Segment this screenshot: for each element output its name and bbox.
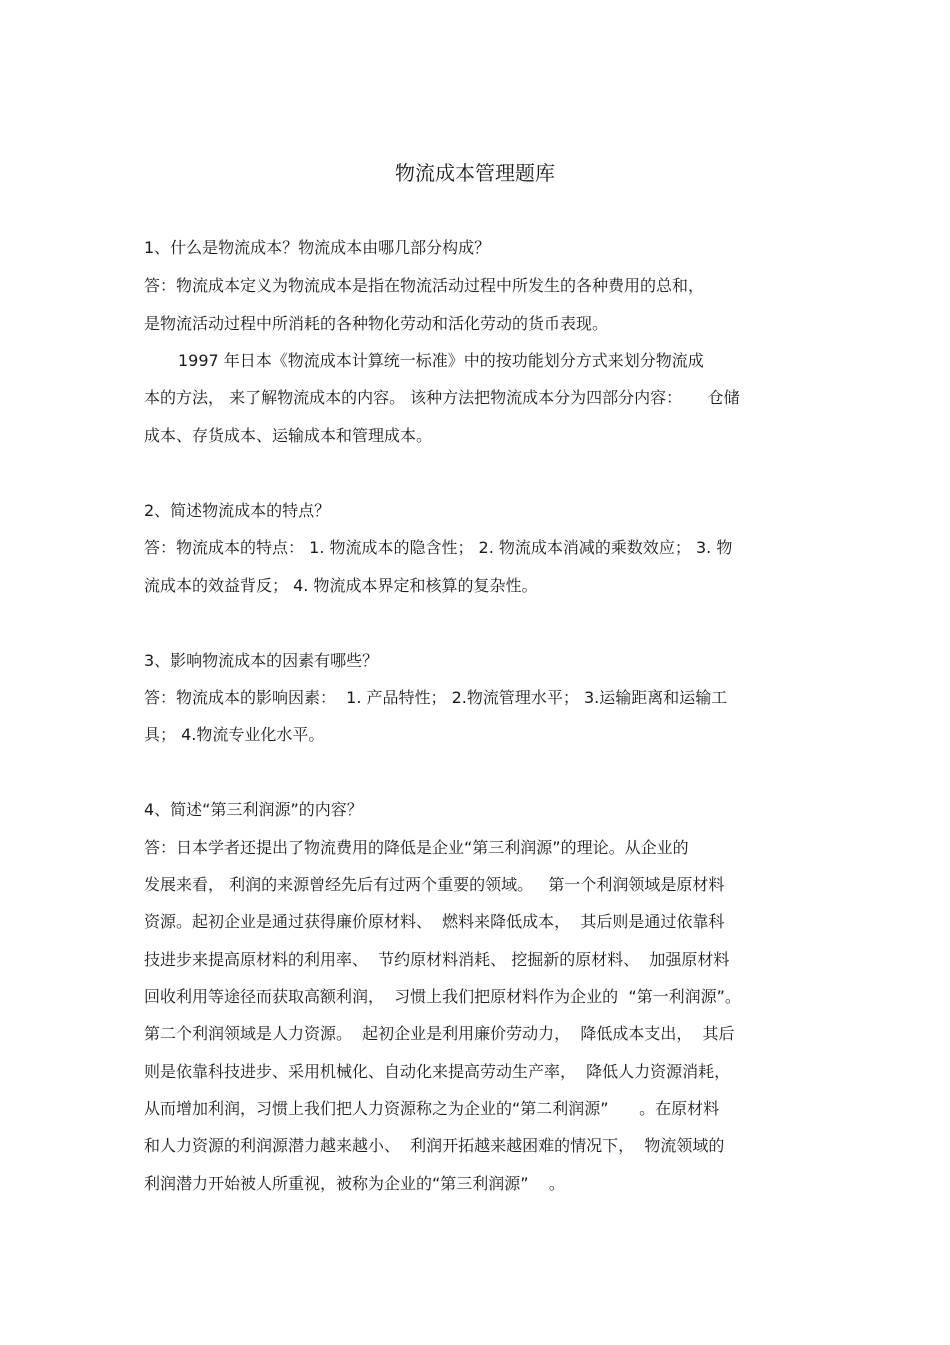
answer-4-line-6: 第二个利润领域是人力资源。 起初企业是利用廉价劳动力， 降低成本支出， 其后 — [144, 1024, 735, 1043]
answer-4-line-7: 则是依靠科技进步、采用机械化、自动化来提高劳动生产率， 降低人力资源消耗， — [144, 1062, 731, 1081]
answer-1-line-4: 本的方法， 来了解物流成本的内容。 该种方法把物流成本分为四部分内容： 仓储 — [144, 388, 740, 407]
document-title: 物流成本管理题库 — [395, 161, 555, 185]
answer-2-line-2: 流成本的效益背反； 4. 物流成本界定和核算的复杂性。 — [144, 576, 538, 595]
answer-2-line-1: 答：物流成本的特点： 1. 物流成本的隐含性； 2. 物流成本消减的乘数效应； 3. 物 — [144, 538, 733, 557]
question-3: 3、影响物流成本的因素有哪些？ — [144, 651, 379, 670]
answer-4-line-8: 从而增加利润，习惯上我们把人力资源称之为企业的“第二利润源” 。在原材料 — [144, 1099, 720, 1118]
question-2: 2、简述物流成本的特点？ — [144, 501, 331, 520]
answer-1-line-1: 答：物流成本定义为物流成本是指在物流活动过程中所发生的各种费用的总和， — [144, 276, 705, 295]
answer-1-line-2: 是物流活动过程中所消耗的各种物化劳动和活化劳动的货币表现。 — [144, 314, 609, 333]
answer-1-line-5: 成本、存货成本、运输成本和管理成本。 — [144, 426, 433, 445]
answer-4-line-4: 技进步来提高原材料的利用率、 节约原材料消耗、 挖掘新的原材料、 加强原材料 — [144, 950, 730, 969]
answer-1-line-3: 1997 年日本《物流成本计算统一标准》中的按功能划分方式来划分物流成 — [178, 351, 704, 370]
answer-4-line-2: 发展来看， 利润的来源曾经先后有过两个重要的领域。 第一个利润领域是原材料 — [144, 875, 725, 894]
question-4: 4、简述“第三利润源”的内容？ — [144, 800, 363, 819]
question-1: 1、什么是物流成本？物流成本由哪几部分构成？ — [144, 238, 491, 257]
answer-4-line-9: 和人力资源的利润源潜力越来越小、 利润开拓越来越困难的情况下， 物流领域的 — [144, 1136, 725, 1155]
answer-3-line-2: 具； 4.物流专业化水平。 — [144, 725, 325, 744]
answer-4-line-10: 利润潜力开始被人所重视，被称为企业的“第三利润源” 。 — [144, 1174, 565, 1193]
answer-4-line-5: 回收利用等途径而获取高额利润， 习惯上我们把原材料作为企业的 “第一利润源”。 — [144, 987, 741, 1006]
answer-4-line-1: 答：日本学者还提出了物流费用的降低是企业“第三利润源”的理论。从企业的 — [144, 838, 689, 857]
answer-4-line-3: 资源。起初企业是通过获得廉价原材料、 燃料来降低成本， 其后则是通过依靠科 — [144, 912, 725, 931]
answer-3-line-1: 答：物流成本的影响因素： 1. 产品特性； 2.物流管理水平； 3.运输距离和运输工 — [144, 688, 728, 707]
